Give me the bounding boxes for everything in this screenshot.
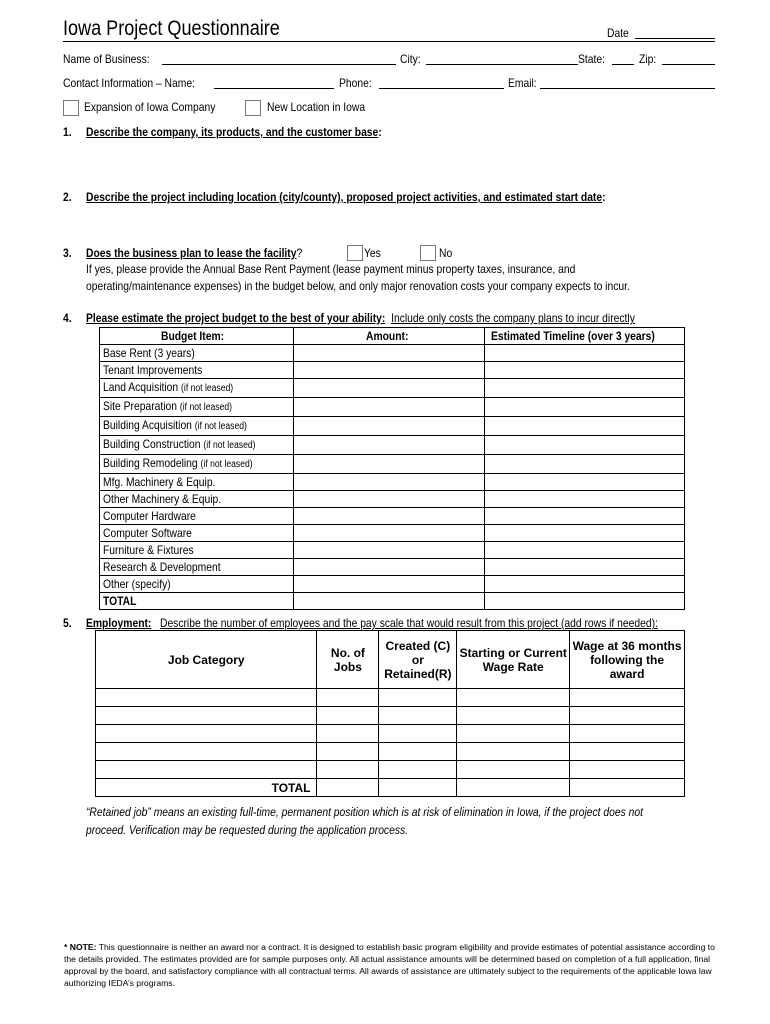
budget-header-timeline: Estimated Timeline (over 3 years)	[485, 328, 685, 345]
retained-job-note	[86, 803, 643, 839]
budget-timeline-cell[interactable]	[485, 436, 685, 455]
retained-note-line1: “Retained job” means an existing full-time, permanent position which is at risk of elimination in Iowa, if the project does not	[86, 805, 643, 819]
emp-header-created: Created (C) or Retained(R)	[379, 631, 457, 689]
q5-question: Describe the number of employees and the pay scale that would result from this project (add rows if needed):	[159, 616, 658, 630]
employment-cell[interactable]	[379, 761, 457, 779]
budget-timeline-cell[interactable]	[485, 542, 685, 559]
budget-item-note: (if not leased)	[200, 459, 253, 470]
employment-row	[96, 707, 685, 725]
page-title: Iowa Project Questionnaire	[63, 17, 280, 40]
budget-item-label: Furniture & Fixtures	[103, 543, 194, 557]
q2-question: Describe the project including location (city/county), proposed project activities, and estimated start date	[86, 190, 603, 204]
q3-yes-checkbox[interactable]	[347, 245, 363, 261]
budget-item-cell	[100, 398, 294, 417]
employment-cell[interactable]	[570, 761, 685, 779]
budget-row	[100, 345, 685, 362]
employment-cell[interactable]	[317, 761, 379, 779]
budget-item-cell	[100, 345, 294, 362]
employment-cell[interactable]	[96, 707, 317, 725]
budget-row	[100, 576, 685, 593]
budget-item-cell	[100, 474, 294, 491]
budget-amount-cell[interactable]	[293, 362, 484, 379]
budget-timeline-cell[interactable]	[485, 559, 685, 576]
q4-number: 4.	[63, 311, 72, 325]
q5-number: 5.	[63, 616, 72, 630]
date-field[interactable]	[635, 38, 715, 39]
zip-label: Zip:	[639, 52, 657, 66]
budget-row	[100, 417, 685, 436]
employment-cell[interactable]	[96, 725, 317, 743]
budget-timeline-cell[interactable]	[485, 345, 685, 362]
employment-table	[95, 630, 685, 797]
budget-total-row	[100, 593, 685, 610]
budget-item-label: Other (specify)	[103, 577, 171, 591]
city-label: City:	[400, 52, 421, 66]
q3-detail-line1: If yes, please provide the Annual Base Rent Payment (lease payment minus property taxes, insurance, and	[86, 262, 576, 276]
business-label: Name of Business:	[63, 52, 150, 66]
budget-amount-cell[interactable]	[293, 559, 484, 576]
budget-timeline-cell[interactable]	[485, 379, 685, 398]
retained-note-line2: proceed. Verification may be requested during the application process.	[86, 823, 409, 837]
employment-cell[interactable]	[457, 743, 570, 761]
budget-row	[100, 379, 685, 398]
new-location-label: New Location in Iowa	[267, 100, 366, 114]
q3-no-checkbox[interactable]	[420, 245, 436, 261]
emp-header-jobs: No. of Jobs	[317, 631, 379, 689]
budget-amount-cell[interactable]	[293, 525, 484, 542]
phone-label: Phone:	[339, 76, 372, 90]
business-field[interactable]	[162, 64, 396, 65]
budget-row	[100, 436, 685, 455]
budget-item-cell	[100, 525, 294, 542]
employment-header-row	[96, 631, 685, 689]
employment-row	[96, 689, 685, 707]
budget-item-label: Mfg. Machinery & Equip.	[103, 475, 216, 489]
budget-item-label: Computer Software	[103, 526, 192, 540]
budget-row	[100, 455, 685, 474]
budget-item-label: Research & Development	[103, 560, 221, 574]
q3-no-label: No	[439, 246, 453, 260]
budget-timeline-cell[interactable]	[485, 508, 685, 525]
budget-item-cell	[100, 542, 294, 559]
budget-row	[100, 398, 685, 417]
footer-note-text: This questionnaire is neither an award nor a contract. It is designed to establish basic program eligibility and provide estimates of potential assistance according to the details provided. The estimates provided are for sample purposes only. All actual assistance amounts will be determined based on completion of a full application, final approval by the board, and satisfactory compliance with all contractual terms. All awards of assistance are ultimately subject to the requirements of the applicable Iowa law authorizing IEDA’s programs.	[64, 942, 715, 988]
q3-number: 3.	[63, 246, 72, 260]
budget-total-label: TOTAL	[100, 593, 294, 610]
employment-cell[interactable]	[570, 689, 685, 707]
budget-amount-cell[interactable]	[293, 436, 484, 455]
budget-total-timeline[interactable]	[485, 593, 685, 610]
budget-item-cell	[100, 436, 294, 455]
budget-item-cell	[100, 362, 294, 379]
budget-amount-cell[interactable]	[293, 345, 484, 362]
emp-header-category: Job Category	[96, 631, 317, 689]
expansion-label: Expansion of Iowa Company	[84, 100, 216, 114]
expansion-checkbox[interactable]	[63, 100, 79, 116]
q4-question: Please estimate the project budget to the best of your ability:	[86, 311, 386, 325]
budget-amount-cell[interactable]	[293, 576, 484, 593]
q5-label: Employment:	[86, 616, 152, 630]
q1-suffix: :	[378, 125, 382, 139]
budget-amount-cell[interactable]	[293, 491, 484, 508]
employment-cell[interactable]	[96, 743, 317, 761]
budget-timeline-cell[interactable]	[485, 417, 685, 436]
budget-item-note: (if not leased)	[203, 440, 256, 451]
budget-row	[100, 491, 685, 508]
q1-number: 1.	[63, 125, 72, 139]
budget-timeline-cell[interactable]	[485, 525, 685, 542]
employment-cell[interactable]	[570, 725, 685, 743]
budget-item-label: Building Construction	[103, 437, 201, 451]
employment-cell[interactable]	[379, 743, 457, 761]
q1-question: Describe the company, its products, and the customer base	[86, 125, 379, 139]
budget-amount-cell[interactable]	[293, 508, 484, 525]
employment-total-label: TOTAL	[96, 779, 317, 797]
budget-item-cell	[100, 379, 294, 398]
q1-text	[86, 125, 382, 139]
budget-item-label: Base Rent (3 years)	[103, 346, 195, 360]
budget-item-note: (if not leased)	[194, 421, 247, 432]
budget-item-label: Tenant Improvements	[103, 363, 203, 377]
employment-cell[interactable]	[317, 725, 379, 743]
budget-header-amount: Amount:	[293, 328, 484, 345]
date-label: Date	[607, 26, 629, 40]
emp-header-wage: Starting or Current Wage Rate	[457, 631, 570, 689]
budget-row	[100, 362, 685, 379]
budget-item-cell	[100, 576, 294, 593]
budget-row	[100, 508, 685, 525]
employment-cell[interactable]	[457, 725, 570, 743]
budget-item-cell	[100, 455, 294, 474]
q3-question: Does the business plan to lease the facility	[86, 246, 297, 260]
q4-text	[86, 311, 635, 325]
employment-total-cell[interactable]	[457, 779, 570, 797]
employment-cell[interactable]	[379, 707, 457, 725]
budget-row	[100, 542, 685, 559]
budget-timeline-cell[interactable]	[485, 362, 685, 379]
employment-cell[interactable]	[317, 707, 379, 725]
budget-item-cell	[100, 508, 294, 525]
budget-timeline-cell[interactable]	[485, 576, 685, 593]
q3-detail-line2: operating/maintenance expenses) in the budget below, and only major renovation costs your company expects to incur.	[86, 279, 630, 293]
zip-field[interactable]	[662, 64, 715, 65]
budget-item-note: (if not leased)	[179, 402, 232, 413]
emp-header-wage36: Wage at 36 months following the award	[570, 631, 685, 689]
budget-timeline-cell[interactable]	[485, 455, 685, 474]
q5-text	[86, 616, 658, 630]
footer-note-label: * NOTE:	[64, 942, 97, 952]
q4-tail: Include only costs the company plans to incur directly	[391, 311, 635, 325]
budget-item-label: Computer Hardware	[103, 509, 196, 523]
employment-cell[interactable]	[570, 707, 685, 725]
employment-cell[interactable]	[457, 707, 570, 725]
state-field[interactable]	[612, 64, 634, 65]
contact-label: Contact Information – Name:	[63, 76, 195, 90]
budget-item-label: Other Machinery & Equip.	[103, 492, 222, 506]
budget-item-label: Site Preparation	[103, 399, 178, 413]
new-location-checkbox[interactable]	[245, 100, 261, 116]
employment-cell[interactable]	[570, 743, 685, 761]
employment-row	[96, 761, 685, 779]
budget-amount-cell[interactable]	[293, 542, 484, 559]
budget-timeline-cell[interactable]	[485, 491, 685, 508]
q5-spacer	[151, 616, 160, 630]
email-label: Email:	[508, 76, 537, 90]
contact-name-field[interactable]	[214, 88, 334, 89]
employment-cell[interactable]	[317, 743, 379, 761]
employment-total-cell[interactable]	[379, 779, 457, 797]
budget-item-label: Building Acquisition	[103, 418, 192, 432]
budget-amount-cell[interactable]	[293, 379, 484, 398]
budget-item-label: Building Remodeling	[103, 456, 198, 470]
title-underline	[63, 41, 715, 42]
budget-item-note: (if not leased)	[181, 383, 234, 394]
budget-item-cell	[100, 417, 294, 436]
email-field[interactable]	[540, 88, 715, 89]
employment-cell[interactable]	[379, 725, 457, 743]
budget-timeline-cell[interactable]	[485, 398, 685, 417]
budget-item-cell	[100, 491, 294, 508]
city-field[interactable]	[426, 64, 578, 65]
budget-row	[100, 474, 685, 491]
budget-item-label: Land Acquisition	[103, 380, 179, 394]
employment-row	[96, 743, 685, 761]
budget-table	[99, 327, 685, 610]
q3-text	[86, 246, 302, 260]
budget-row	[100, 559, 685, 576]
budget-total-amount[interactable]	[293, 593, 484, 610]
budget-header-row	[100, 328, 685, 345]
employment-cell[interactable]	[379, 689, 457, 707]
employment-total-cell[interactable]	[317, 779, 379, 797]
phone-field[interactable]	[379, 88, 504, 89]
q3-yes-label: Yes	[364, 246, 381, 260]
q3-suffix: ?	[296, 246, 303, 260]
q2-number: 2.	[63, 190, 72, 204]
budget-header-item: Budget Item:	[100, 328, 294, 345]
footer-note	[64, 941, 720, 989]
employment-cell[interactable]	[457, 689, 570, 707]
employment-cell[interactable]	[457, 761, 570, 779]
employment-total-row	[96, 779, 685, 797]
q2-text	[86, 190, 606, 204]
employment-cell[interactable]	[96, 689, 317, 707]
budget-row	[100, 525, 685, 542]
budget-item-cell	[100, 559, 294, 576]
employment-total-cell[interactable]	[570, 779, 685, 797]
employment-row	[96, 725, 685, 743]
state-label: State:	[578, 52, 605, 66]
employment-cell[interactable]	[96, 761, 317, 779]
budget-amount-cell[interactable]	[293, 474, 484, 491]
budget-timeline-cell[interactable]	[485, 474, 685, 491]
budget-amount-cell[interactable]	[293, 417, 484, 436]
budget-amount-cell[interactable]	[293, 398, 484, 417]
q2-suffix: :	[602, 190, 606, 204]
employment-cell[interactable]	[317, 689, 379, 707]
budget-amount-cell[interactable]	[293, 455, 484, 474]
